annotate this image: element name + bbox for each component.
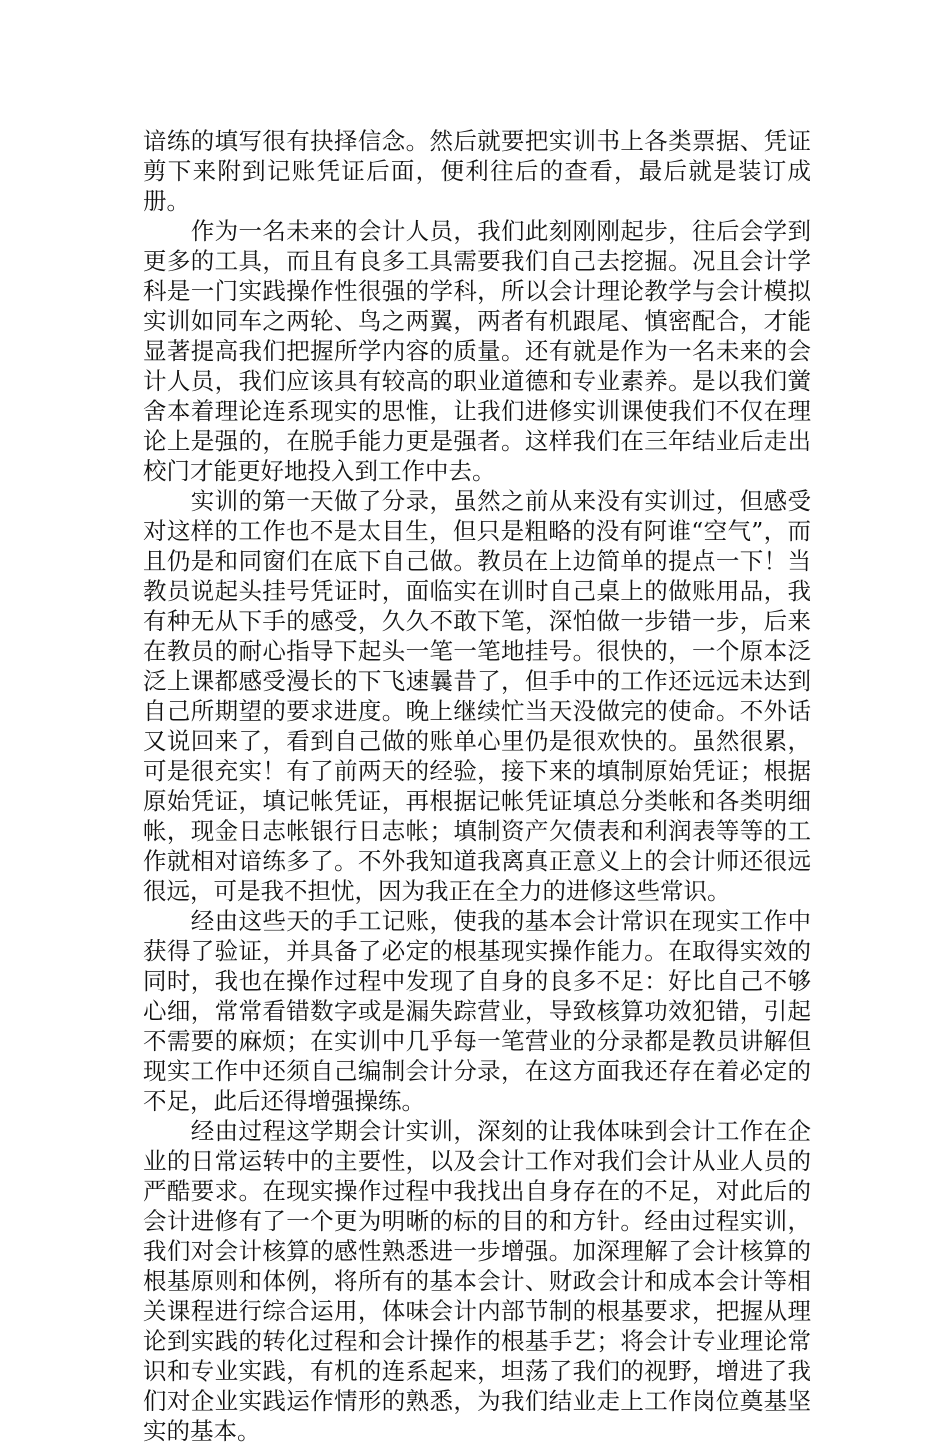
paragraph-5: 经由过程这学期会计实训，深刻的让我体味到会计工作在企业的日常运转中的主要性，以及会计工作对我们会计从业人员的严酷要求。在现实操作过程中我找出自身存在的不足，对此后的会计进修有了一个更为明晰的标的目的和方针。经由过程实训，我们对会计核算的感性熟悉进一步增强。加深理解了会计核算的根基原则和体例，将所有的基本会计、财政会计和成本会计等相关课程进行综合运用，体味会计内部节制的根基要求，把握从理论到实践的转化过程和会计操作的根基手艺；将会计专业理论常识和专业实践，有机的连系起来，坦荡了我们的视野，增进了我们对企业实践运作情形的熟悉，为我们结业走上工作岗位奠基坚实的基本。 xyxy=(143,1117,811,1445)
paragraph-2: 作为一名未来的会计人员，我们此刻刚刚起步，往后会学到更多的工具，而且有良多工具需要我们自己去挖掘。况且会计学科是一门实践操作性很强的学科，所以会计理论教学与会计模拟实训如同车之两轮、鸟之两翼，两者有机跟尾、慎密配合，才能显著提高我们把握所学内容的质量。还有就是作为一名未来的会计人员，我们应该具有较高的职业道德和专业素养。是以我们黉舍本着理论连系现实的思惟，让我们进修实训课使我们不仅在理论上是强的，在脱手能力更是强者。这样我们在三年结业后走出校门才能更好地投入到工作中去。 xyxy=(143,217,811,485)
document-body xyxy=(143,126,811,1446)
paragraph-3: 实训的第一天做了分录，虽然之前从来没有实训过，但感受对这样的工作也不是太目生，但只是粗略的没有阿谁“空气”，而且仍是和同窗们在底下自己做。教员在上边简单的提点一下！当教员说起头挂号凭证时，面临实在训时自己桌上的做账用品，我有种无从下手的感受，久久不敢下笔，深怕做一步错一步，后来在教员的耐心指导下起头一笔一笔地挂号。很快的，一个原本泛泛上课都感受漫长的下飞速曩昔了，但手中的工作还远远未达到自己所期望的要求进度。晚上继续忙当天没做完的使命。不外话又说回来了，看到自己做的账单心里仍是很欢快的。虽然很累，可是很充实！有了前两天的经验，接下来的填制原始凭证；根据原始凭证，填记帐凭证，再根据记帐凭证填总分类帐和各类明细帐，现金日志帐银行日志帐；填制资产欠债表和利润表等等的工作就相对谙练多了。不外我知道我离真正意义上的会计师还很远很远，可是我不担忧，因为我正在全力的进修这些常识。 xyxy=(143,487,811,905)
paragraph-4: 经由这些天的手工记账，使我的基本会计常识在现实工作中获得了验证，并具备了必定的根基现实操作能力。在取得实效的同时，我也在操作过程中发现了自身的良多不足：好比自己不够心细，常常看错数字或是漏失踪营业，导致核算功效犯错，引起不需要的麻烦；在实训中几乎每一笔营业的分录都是教员讲解但现实工作中还须自己编制会计分录，在这方面我还存在着必定的不足，此后还得增强操练。 xyxy=(143,907,811,1115)
paragraph-1: 谙练的填写很有抉择信念。然后就要把实训书上各类票据、凭证剪下来附到记账凭证后面，便利往后的查看，最后就是装订成册。 xyxy=(143,127,811,215)
